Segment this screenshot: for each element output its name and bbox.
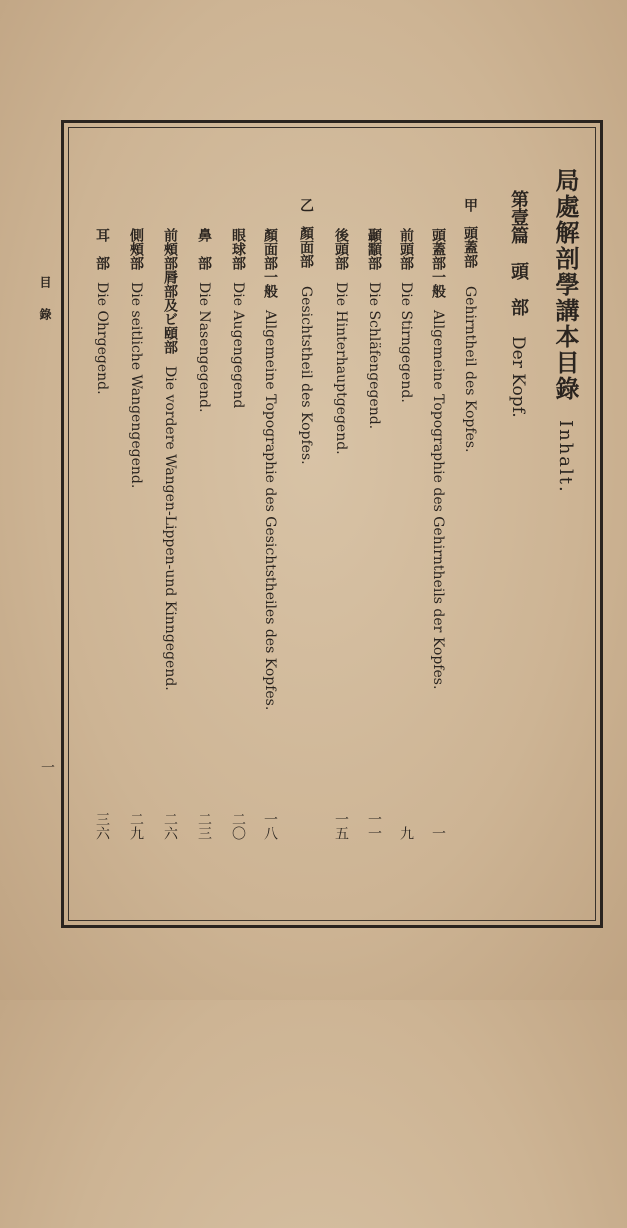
toc-entry: 耳 部 Die Ohrgegend. (94, 228, 110, 395)
toc-page-ref: 一一 (366, 812, 382, 840)
section-heading: 甲 頭蓋部 Gehirntheil des Kopfes. (462, 198, 478, 453)
section-heading: 乙 顏面部 Gesichtstheil des Kopfes. (298, 198, 314, 466)
toc-page-ref: 二〇 (230, 812, 246, 840)
toc-entry: 鼻 部 Die Nasengegend. (196, 228, 212, 413)
toc-page-ref: 一五 (333, 812, 349, 840)
title-de: Inhalt. (555, 419, 576, 494)
toc-entry: 顏面部一般 Allgemeine Topographie des Gesichtstheiles des Kopfes. (262, 228, 278, 711)
toc-entry: 側頰部 Die seitliche Wangengegend. (128, 228, 144, 489)
toc-page-ref: 二六 (162, 812, 178, 840)
toc-page-ref: 二九 (128, 812, 144, 840)
toc-page-ref: 九 (398, 826, 414, 840)
chapter-jp: 第壹篇 頭 部 (508, 190, 529, 316)
toc-page-ref: 三六 (94, 812, 110, 840)
page-number: 一 (39, 760, 55, 774)
toc-page-ref: 一 (430, 826, 446, 840)
toc-entry: 顳顬部 Die Schläfengegend. (366, 228, 382, 430)
running-header: 目 錄 (38, 276, 52, 329)
toc-entry: 後頭部 Die Hinterhauptgegend. (333, 228, 349, 456)
toc-entry: 眼球部 Die Augengegend (230, 228, 246, 409)
toc-title (548, 168, 583, 1168)
chapter-heading (505, 190, 531, 1190)
toc-entry: 前頰部脣部及ビ頤部 Die vordere Wangen-Lippen-und Kinngegend. (162, 228, 178, 692)
toc-page-ref: 一八 (262, 812, 278, 840)
toc-page-ref: 二三 (196, 812, 212, 840)
title-jp: 局處解剖學講本目錄 (551, 168, 580, 402)
toc-entry: 前頭部 Die Stirngegend. (398, 228, 414, 404)
chapter-de: Der Kopf. (508, 335, 528, 418)
toc-entry: 頭蓋部一般 Allgemeine Topographie des Gehirntheils der Kopfes. (430, 228, 446, 690)
